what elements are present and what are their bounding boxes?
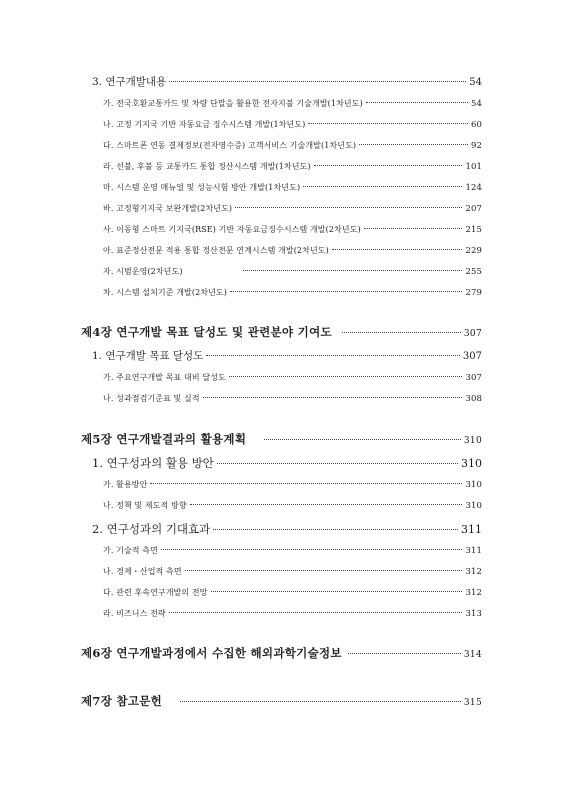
- toc-item[interactable]: [103, 203, 482, 214]
- toc-page-number: 124: [465, 183, 482, 193]
- dot-leader: [332, 249, 463, 250]
- toc-item[interactable]: [103, 245, 482, 256]
- dot-leader: [348, 653, 461, 654]
- toc-entry-label: 1. 연구성과의 활용 방안: [92, 456, 214, 470]
- dot-leader: [364, 228, 463, 229]
- toc-entry-label: 가. 주요연구개발 목표 대비 달성도: [103, 373, 226, 382]
- toc-page-number: 308: [465, 394, 482, 404]
- dot-leader: [180, 701, 461, 702]
- toc-entry-label: 마. 시스템 운영 매뉴얼 및 성능시험 방안 개발(1차년도): [103, 183, 301, 192]
- dot-leader: [161, 549, 463, 550]
- toc-page-number: 307: [462, 351, 482, 362]
- toc-item[interactable]: [103, 140, 482, 151]
- dot-leader: [342, 332, 461, 333]
- toc-entry-label: 가. 활용방안: [103, 480, 148, 489]
- toc-page-number: 215: [465, 225, 482, 235]
- toc-item[interactable]: [103, 119, 482, 130]
- toc-page-number: 314: [463, 650, 482, 660]
- toc-item[interactable]: [103, 266, 482, 277]
- toc-section[interactable]: [92, 455, 482, 471]
- dot-leader: [314, 165, 463, 166]
- dot-leader: [213, 529, 458, 530]
- toc-entry-label: 나. 경제・산업적 측면: [103, 567, 182, 576]
- dot-leader: [185, 570, 463, 571]
- toc-chapter-label: 제5장 연구개발결과의 활용계획: [81, 432, 247, 446]
- dot-leader: [217, 463, 458, 464]
- toc-item[interactable]: [103, 479, 482, 490]
- dot-leader: [235, 207, 462, 208]
- toc-entry-label: 나. 고정 기지국 기반 자동요금 징수시스템 개발(1차년도): [103, 120, 306, 129]
- dot-leader: [308, 123, 468, 124]
- toc-page-number: 310: [461, 457, 482, 470]
- toc-item[interactable]: [103, 224, 482, 235]
- dot-leader: [211, 591, 463, 592]
- dot-leader: [150, 483, 462, 484]
- toc-entry-label: 아. 표준정산전문 적용 통합 정산전문 연계시스템 개발(2차년도): [103, 246, 329, 255]
- toc-item[interactable]: [103, 98, 482, 109]
- toc-entry-label: 1. 연구개발 목표 달성도: [92, 350, 204, 362]
- dot-leader: [303, 186, 462, 187]
- toc-section-3[interactable]: [92, 74, 482, 89]
- toc-entry-label: 다. 관련 후속연구개발의 전망: [103, 588, 208, 597]
- toc-page-number: 313: [465, 609, 482, 619]
- dot-leader: [203, 397, 463, 398]
- toc-section[interactable]: [92, 348, 482, 363]
- toc-page-number: 54: [470, 99, 482, 109]
- toc-page-number: 310: [465, 501, 482, 511]
- toc-entry-label: 3. 연구개발내용: [92, 76, 167, 88]
- toc-item[interactable]: [103, 161, 482, 172]
- toc-page-number: 307: [465, 373, 482, 383]
- toc-entry-label: 다. 스마트폰 연동 결제정보(전자영수증) 고객서비스 기술개발(1차년도): [103, 141, 357, 150]
- toc-page-number: 279: [465, 288, 482, 298]
- dot-leader: [264, 439, 461, 440]
- toc-entry-label: 2. 연구성과의 기대효과: [92, 522, 211, 536]
- toc-entry-label: 자. 시범운영(2차년도): [103, 267, 183, 276]
- toc-item[interactable]: [103, 545, 482, 556]
- dot-leader: [243, 270, 463, 271]
- toc-chapter-5[interactable]: [81, 431, 482, 447]
- toc-chapter-4[interactable]: [81, 324, 482, 340]
- dot-leader: [366, 102, 468, 103]
- toc-page-number: 310: [465, 480, 482, 490]
- toc-entry-label: 나. 성과점검기준표 및 실적: [103, 394, 200, 403]
- toc-chapter-label: 제4장 연구개발 목표 달성도 및 관련분야 기여도: [81, 325, 332, 339]
- toc-page-number: 310: [463, 436, 482, 446]
- toc-section[interactable]: [92, 521, 482, 537]
- toc-entry-label: 차. 시스템 설치기준 개발(2차년도): [103, 288, 227, 297]
- toc-page-number: 311: [465, 546, 482, 556]
- toc-item[interactable]: [103, 608, 482, 619]
- toc-page-number: 311: [461, 523, 482, 536]
- toc-entry-label: 가. 기술적 측면: [103, 546, 158, 555]
- toc-page-number: 255: [465, 267, 482, 277]
- toc-entry-label: 바. 고정형기지국 보완개발(2차년도): [103, 204, 233, 213]
- toc-entry-label: 라. 비즈니스 전략: [103, 609, 166, 618]
- toc-page-number: 54: [469, 77, 482, 88]
- dot-leader: [229, 376, 463, 377]
- toc-page-number: 60: [470, 120, 482, 130]
- dot-leader: [169, 81, 466, 82]
- toc-chapter-6[interactable]: [81, 645, 482, 661]
- toc-chapter-label: 제6장 연구개발과정에서 수집한 해외과학기술정보: [81, 646, 342, 660]
- toc-page-number: 312: [465, 567, 482, 577]
- toc-entry-label: 라. 선불, 후불 등 교통카드 통합 정산시스템 개발(1차년도): [103, 162, 311, 171]
- toc-chapter-7[interactable]: [81, 693, 482, 709]
- toc-item[interactable]: [103, 587, 482, 598]
- toc-page-number: 315: [463, 698, 482, 708]
- toc-page-number: 101: [465, 162, 482, 172]
- toc-entry-label: 나. 정책 및 제도적 방향: [103, 501, 187, 510]
- dot-leader: [190, 504, 463, 505]
- toc-item[interactable]: [103, 182, 482, 193]
- toc-item[interactable]: [103, 372, 482, 383]
- dot-leader: [206, 355, 460, 356]
- toc-item[interactable]: [103, 393, 482, 404]
- toc-item[interactable]: [103, 566, 482, 577]
- dot-leader: [169, 612, 463, 613]
- toc-page-number: 207: [465, 204, 482, 214]
- toc-item[interactable]: [103, 287, 482, 298]
- toc-page-number: 92: [470, 141, 482, 151]
- dot-leader: [359, 144, 468, 145]
- toc-chapter-label: 제7장 참고문헌: [81, 694, 163, 708]
- toc-item[interactable]: [103, 500, 482, 511]
- dot-leader: [230, 291, 463, 292]
- toc-entry-label: 사. 이동형 스마트 기지국(RSE) 기반 자동요금징수시스템 개발(2차년도): [103, 225, 361, 234]
- toc-page-number: 307: [463, 329, 482, 339]
- toc-page-number: 312: [465, 588, 482, 598]
- toc-page-number: 229: [465, 246, 482, 256]
- toc-entry-label: 가. 전국호환교통카드 및 차량 단말을 활용한 전자지불 기술개발(1차년도): [103, 99, 363, 108]
